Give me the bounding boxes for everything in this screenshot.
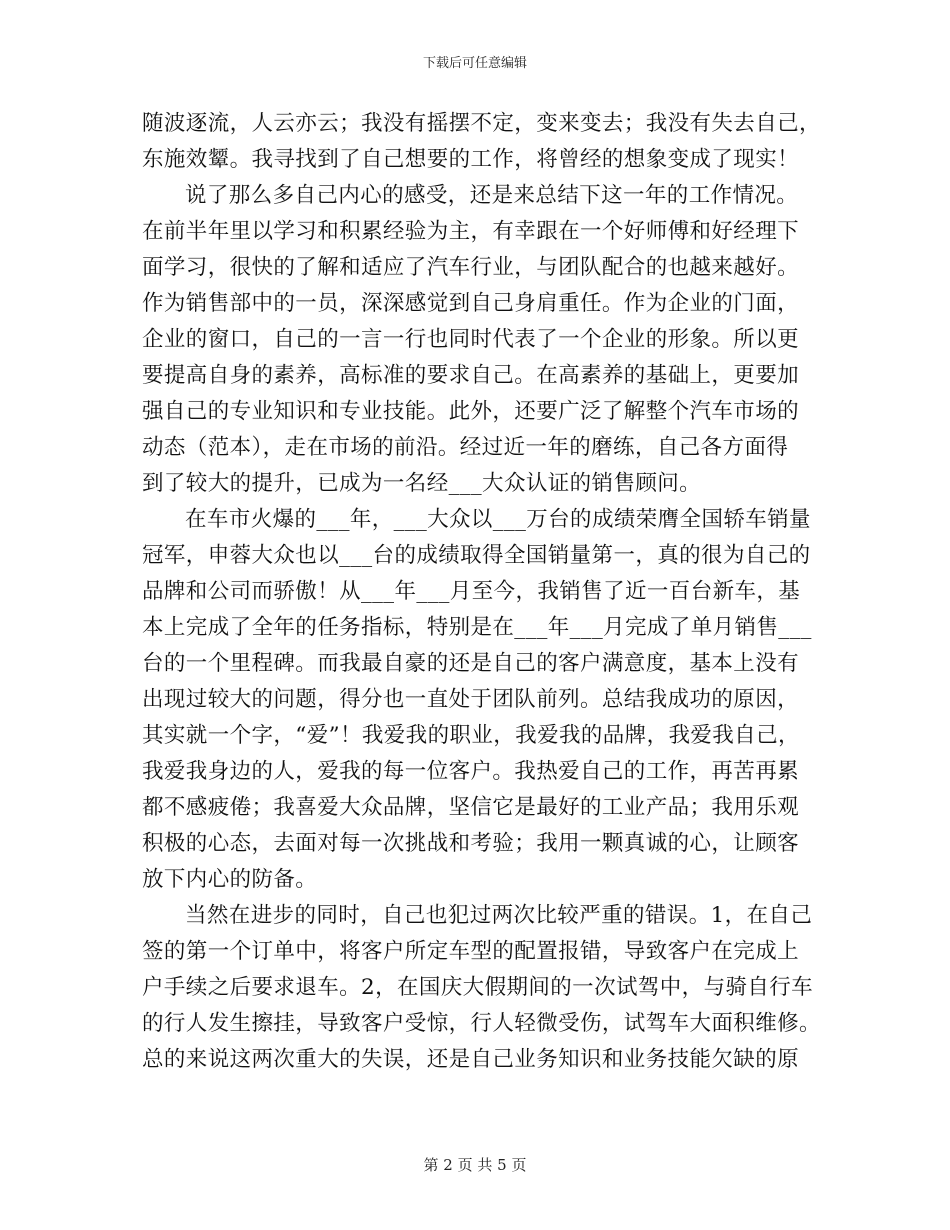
- text-line: 随波逐流，人云亦云；我没有摇摆不定，变来变去；我没有失去自己，: [142, 111, 821, 136]
- text-line: 我爱我身边的人，爱我的每一位客户。我热爱自己的工作，再苦再累: [142, 759, 800, 784]
- text-line: 到了较大的提升，已成为一名经___大众认证的销售顾问。: [142, 471, 702, 496]
- text-line: 说了那么多自己内心的感受，还是来总结下这一年的工作情况。: [185, 183, 799, 208]
- text-line: 当然在进步的同时，自己也犯过两次比较严重的错误。1，在自己: [185, 903, 813, 928]
- text-line: 动态（范本），走在市场的前沿。经过近一年的磨练，自己各方面得: [142, 435, 789, 460]
- text-line: 在前半年里以学习和积累经验为主，有幸跟在一个好师傅和好经理下: [142, 219, 800, 244]
- page-number: 第 2 页 共 5 页: [423, 1156, 527, 1174]
- text-line: 都不感疲倦；我喜爱大众品牌，坚信它是最好的工业产品；我用乐观: [142, 795, 800, 820]
- text-line: 面学习，很快的了解和适应了汽车行业，与团队配合的也越来越好。: [142, 255, 800, 280]
- text-line: 要提高自身的素养，高标准的要求自己。在高素养的基础上，更要加: [142, 363, 800, 388]
- text-line: 强自己的专业知识和专业技能。此外，还要广泛了解整个汽车市场的: [142, 399, 800, 424]
- text-line: 签的第一个订单中，将客户所定车型的配置报错，导致客户在完成上: [142, 939, 800, 964]
- text-line: 积极的心态，去面对每一次挑战和考验；我用一颗真诚的心，让顾客: [142, 831, 800, 856]
- text-line: 户手续之后要求退车。2，在国庆大假期间的一次试驾中，与骑自行车: [142, 975, 814, 1000]
- text-line: 放下内心的防备。: [142, 867, 318, 892]
- text-line: 作为销售部中的一员，深深感觉到自己身肩重任。作为企业的门面，: [142, 291, 800, 316]
- text-line: 的行人发生擦挂，导致客户受惊，行人轻微受伤，试驾车大面积维修。: [142, 1011, 821, 1036]
- page-header: 下载后可任意编辑: [422, 56, 527, 71]
- text-line: 在车市火爆的___年，___大众以___万台的成绩荣膺全国轿车销量: [185, 507, 811, 532]
- text-line: 冠军，申蓉大众也以___台的成绩取得全国销量第一，真的很为自己的: [142, 543, 811, 568]
- text-line: 品牌和公司而骄傲！从___年___月至今，我销售了近一百台新车，基: [142, 579, 801, 604]
- text-line: 企业的窗口，自己的一言一行也同时代表了一个企业的形象。所以更: [142, 327, 800, 352]
- document-body: [142, 106, 822, 1078]
- text-line: 东施效颦。我寻找到了自己想要的工作，将曾经的想象变成了现实！: [142, 147, 800, 172]
- text-line: 总的来说这两次重大的失误，还是自己业务知识和业务技能欠缺的原: [142, 1047, 800, 1072]
- text-line: 本上完成了全年的任务指标，特别是在___年___月完成了单月销售___: [142, 615, 812, 640]
- text-line: 台的一个里程碑。而我最自豪的还是自己的客户满意度，基本上没有: [142, 651, 800, 676]
- text-line: 其实就一个字，“爱”！我爱我的职业，我爱我的品牌，我爱我自己，: [142, 723, 800, 748]
- text-line: 出现过较大的问题，得分也一直处于团队前列。总结我成功的原因，: [142, 687, 800, 712]
